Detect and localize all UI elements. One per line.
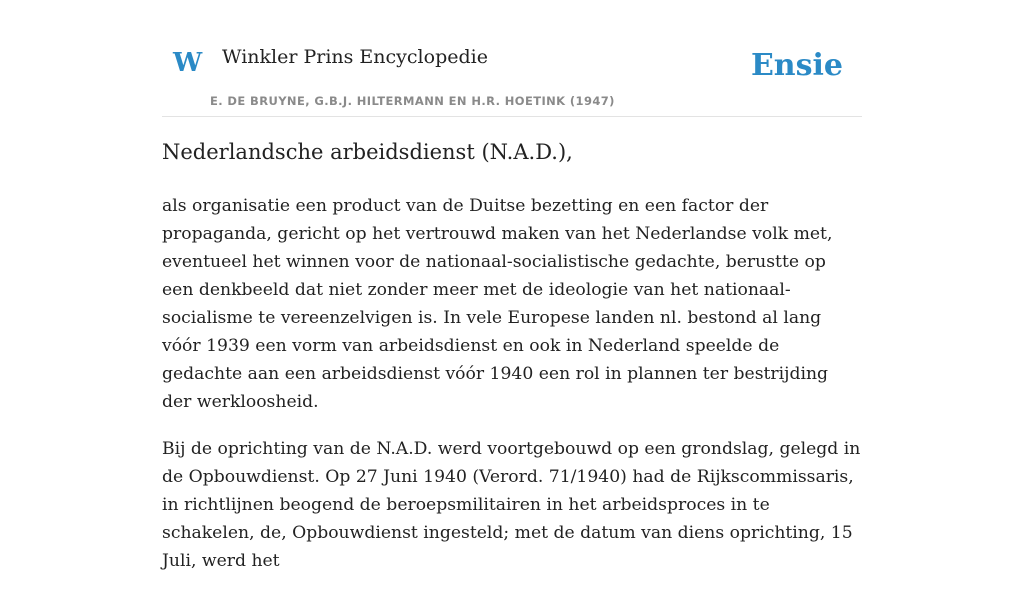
article-body [162, 192, 862, 594]
authors-line: E. DE BRUYNE, G.B.J. HILTERMANN EN H.R. HOETINK (1947) [210, 94, 615, 108]
site-header [162, 0, 862, 117]
winkler-prins-logo[interactable]: W [173, 48, 203, 78]
site-title[interactable]: Winkler Prins Encyclopedie [222, 46, 488, 68]
article-paragraph: Bij de oprichting van de N.A.D. werd voortgebouwd op een grondslag, gelegd in de Opbouwdienst. Op 27 Juni 1940 (Verord. 71/1940) had de Rijkscommissaris, in richtlijnen beogend de beroepsmilitairen in het arbeidsproces in te schakelen, de, Opbouwdienst ingesteld; met de datum van diens oprichting, 15 Juli, werd het [162, 439, 861, 571]
article-paragraph: als organisatie een product van de Duitse bezetting en een factor der propaganda, gericht op het vertrouwd maken van het Nederlandse volk met, eventueel het winnen voor de nationaal-socialistische gedachte, berustte op een denkbeeld dat niet zonder meer met de ideologie van het nationaal-socialisme te vereenzelvigen is. In vele Europese landen nl. bestond al lang vóór 1939 een vorm van arbeidsdienst en ook in Nederland speelde de gedachte aan een arbeidsdienst vóór 1940 een rol in plannen ter bestrijding der werkloosheid. [162, 196, 833, 412]
article-title: Nederlandsche arbeidsdienst (N.A.D.), [162, 140, 573, 164]
ensie-logo[interactable]: Ensie [750, 48, 843, 83]
